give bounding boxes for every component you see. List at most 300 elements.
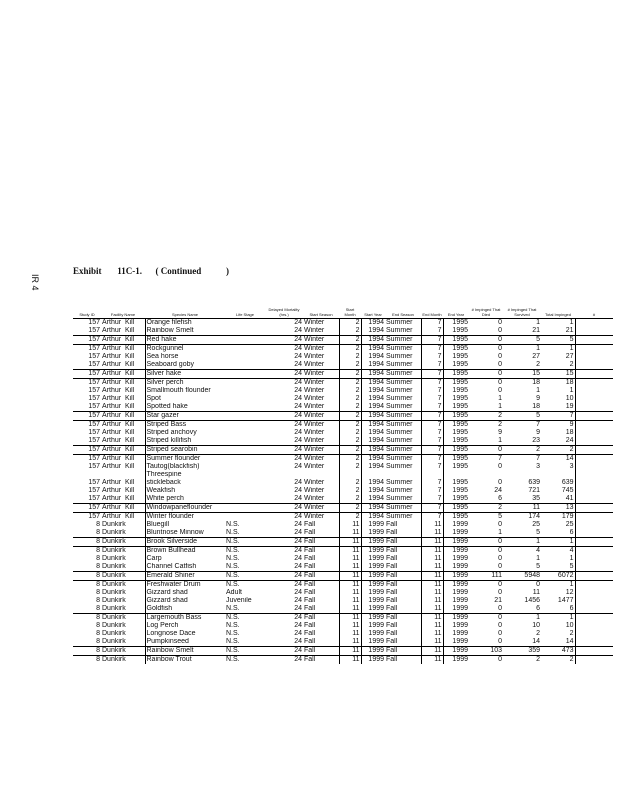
extra-col <box>575 479 613 487</box>
extra-col <box>575 361 613 370</box>
impinged-died: 2 <box>469 504 503 513</box>
end-month: 7 <box>421 429 443 437</box>
extra-col <box>575 463 613 471</box>
end-year: 1995 <box>443 437 469 446</box>
study-id: 157 <box>88 361 100 368</box>
impinged-survived: 1 <box>536 555 540 562</box>
start-month: 2 <box>339 421 361 430</box>
life-stage <box>225 504 265 513</box>
table-row <box>73 319 613 328</box>
delayed-mortality: 24 <box>265 504 303 513</box>
life-stage: N.S. <box>226 630 240 637</box>
start-year: 1994 <box>361 319 385 328</box>
delayed-mortality: 24 <box>265 572 303 581</box>
total-impinged: 1 <box>569 387 574 394</box>
column-header: Total Impinged <box>541 285 575 319</box>
end-season: Summer <box>386 429 413 436</box>
species-name: stickleback <box>145 479 225 487</box>
end-year: 1999 <box>443 605 469 614</box>
extra-col <box>575 403 613 412</box>
start-year: 1999 <box>361 572 385 581</box>
species-name: Longnose Dace <box>145 630 225 638</box>
life-stage <box>225 463 265 471</box>
delayed-mortality: 24 <box>294 529 302 536</box>
impinged-died: 0 <box>469 370 503 379</box>
delayed-mortality: 24 <box>294 463 302 470</box>
extra-col <box>575 370 613 379</box>
extra-col <box>575 455 613 464</box>
start-month: 2 <box>339 437 361 446</box>
impinged-survived: 5 <box>503 412 541 421</box>
life-stage: N.S. <box>226 529 240 536</box>
impinged-died: 0 <box>498 563 502 570</box>
start-year: 1999 <box>361 521 385 529</box>
end-month: 11 <box>421 656 443 665</box>
impinged-survived: 5 <box>503 336 541 345</box>
start-month: 2 <box>339 513 361 522</box>
impinged-survived: 18 <box>532 403 540 410</box>
end-year: 1999 <box>443 656 469 665</box>
impinged-survived: 1456 <box>524 597 540 604</box>
start-season: Winter <box>304 319 325 326</box>
start-month: 11 <box>339 521 361 529</box>
extra-col <box>575 589 613 597</box>
end-month: 7 <box>421 463 443 471</box>
facility-name-part: Kill <box>124 336 135 343</box>
end-year: 1999 <box>443 630 469 638</box>
end-month: 7 <box>421 412 443 421</box>
species-name: Rainbow Trout <box>145 656 225 665</box>
start-season: Winter <box>304 395 325 402</box>
facility-name <box>101 437 145 446</box>
facility-name-part: Arthur <box>102 421 122 428</box>
end-month: 7 <box>421 495 443 504</box>
table-row <box>73 353 613 361</box>
end-year: 1999 <box>443 581 469 590</box>
extra-col <box>575 605 613 614</box>
facility-name-part: Arthur <box>102 403 122 410</box>
extra-col <box>575 521 613 529</box>
end-month: 7 <box>421 403 443 412</box>
facility-name-part: Arthur <box>102 370 122 377</box>
extra-col <box>575 597 613 605</box>
facility-name-part: Kill <box>124 395 135 402</box>
life-stage <box>225 446 265 455</box>
facility-name-part: Kill <box>124 327 135 334</box>
impinged-survived: 1 <box>503 614 541 623</box>
table-row <box>73 563 613 572</box>
delayed-mortality <box>265 471 303 479</box>
start-year: 1999 <box>361 589 385 597</box>
facility-name: Dunkirk <box>102 521 126 528</box>
end-year: 1995 <box>443 361 469 370</box>
end-month: 11 <box>421 589 443 597</box>
total-impinged: 179 <box>541 513 575 522</box>
life-stage <box>225 437 265 446</box>
study-id: 157 <box>73 455 101 464</box>
end-month: 11 <box>421 597 443 605</box>
start-season: Fall <box>303 647 339 656</box>
start-month: 2 <box>339 395 361 403</box>
life-stage <box>225 495 265 504</box>
end-season: Summer <box>386 327 413 334</box>
total-impinged: 18 <box>541 379 575 388</box>
start-month: 11 <box>339 614 361 623</box>
end-year: 1999 <box>443 572 469 581</box>
impinged-died <box>469 471 503 479</box>
extra-col <box>575 319 613 328</box>
species-name: Emerald Shiner <box>145 572 225 581</box>
start-month: 2 <box>339 403 361 412</box>
total-impinged: 25 <box>565 521 574 528</box>
column-header: End Year <box>443 285 469 319</box>
delayed-mortality: 24 <box>294 555 302 562</box>
study-id: 157 <box>73 513 101 522</box>
impinged-survived: 2 <box>503 656 541 665</box>
facility-name <box>101 370 145 379</box>
table-row <box>73 521 613 529</box>
end-month: 7 <box>421 513 443 522</box>
start-season: Winter <box>303 504 339 513</box>
species-name: Summer flounder <box>145 455 225 464</box>
end-year: 1999 <box>443 647 469 656</box>
total-impinged: 1 <box>541 345 575 354</box>
table-row <box>73 361 613 370</box>
facility-name-part: Kill <box>124 446 135 453</box>
impinged-died: 1 <box>498 395 502 402</box>
impinged-survived: 27 <box>532 353 540 360</box>
facility-name-part: Arthur <box>102 395 122 402</box>
table-header-row <box>73 285 613 319</box>
column-header: Delayed Mortality (hrs.) <box>265 285 303 319</box>
end-month: 11 <box>421 572 443 581</box>
facility-name: Dunkirk <box>102 630 126 637</box>
end-season: Summer <box>385 455 421 464</box>
facility-name-part: Kill <box>124 479 135 486</box>
impinged-died: 0 <box>469 581 503 590</box>
life-stage <box>225 345 265 354</box>
table-row <box>73 479 613 487</box>
impinged-died: 111 <box>469 572 503 581</box>
start-season: Fall <box>304 597 316 604</box>
end-season: Summer <box>386 387 413 394</box>
delayed-mortality: 24 <box>294 327 302 334</box>
end-year: 1995 <box>443 387 469 395</box>
facility-name: Dunkirk <box>101 572 145 581</box>
end-month: 11 <box>421 638 443 647</box>
table-row <box>73 395 613 403</box>
table-body <box>73 319 613 665</box>
species-name: Smallmouth flounder <box>145 387 225 395</box>
end-season: Fall <box>386 529 398 536</box>
start-year: 1994 <box>361 395 385 403</box>
total-impinged: 1 <box>541 614 575 623</box>
start-month: 2 <box>339 479 361 487</box>
start-year: 1994 <box>361 513 385 522</box>
facility-name <box>101 471 145 479</box>
species-name: Threespine <box>145 471 225 479</box>
end-year: 1995 <box>443 336 469 345</box>
start-year: 1999 <box>361 638 385 647</box>
start-season: Fall <box>304 529 316 536</box>
species-name: Star gazer <box>145 412 225 421</box>
end-year: 1995 <box>443 421 469 430</box>
delayed-mortality: 24 <box>294 479 302 486</box>
end-year: 1995 <box>443 429 469 437</box>
delayed-mortality: 24 <box>294 495 302 502</box>
column-header: # <box>575 285 613 319</box>
start-year: 1994 <box>361 345 385 354</box>
start-year: 1994 <box>361 370 385 379</box>
study-id: 8 <box>96 622 100 629</box>
delayed-mortality: 24 <box>265 455 303 464</box>
start-month: 11 <box>339 647 361 656</box>
total-impinged: 3 <box>569 463 574 470</box>
start-month: 2 <box>339 412 361 421</box>
end-season: Summer <box>385 446 421 455</box>
study-id: 157 <box>88 463 100 470</box>
end-month: 7 <box>421 345 443 354</box>
life-stage <box>225 421 265 430</box>
end-year: 1999 <box>443 555 469 563</box>
table-row <box>73 446 613 455</box>
study-id: 157 <box>88 395 100 402</box>
start-year: 1999 <box>361 581 385 590</box>
impinged-survived: 1 <box>503 345 541 354</box>
start-month <box>339 471 361 479</box>
impinged-died: 0 <box>498 479 502 486</box>
extra-col <box>575 387 613 395</box>
impinged-survived: 359 <box>503 647 541 656</box>
start-season: Winter <box>304 437 325 444</box>
extra-col <box>575 446 613 455</box>
delayed-mortality: 24 <box>294 387 302 394</box>
table-row <box>73 605 613 614</box>
life-stage <box>225 455 265 464</box>
species-name: Brook Silverside <box>145 538 225 547</box>
delayed-mortality: 24 <box>294 521 302 528</box>
start-season: Winter <box>304 361 325 368</box>
end-year: 1995 <box>443 412 469 421</box>
end-month: 11 <box>421 630 443 638</box>
life-stage <box>225 395 265 403</box>
end-month: 7 <box>421 319 443 328</box>
start-month: 2 <box>339 336 361 345</box>
start-year: 1999 <box>361 656 385 665</box>
impinged-survived: 6 <box>536 605 540 612</box>
end-month: 7 <box>421 421 443 430</box>
impinged-died: 0 <box>469 656 503 665</box>
end-year: 1995 <box>443 345 469 354</box>
total-impinged: 1 <box>569 319 574 326</box>
impinged-died: 0 <box>469 538 503 547</box>
start-season: Fall <box>304 521 316 528</box>
impinged-died: 6 <box>498 495 502 502</box>
end-month: 7 <box>421 327 443 336</box>
end-season: Fall <box>385 547 421 556</box>
impinged-died: 0 <box>498 622 502 629</box>
life-stage <box>225 387 265 395</box>
start-season: Winter <box>303 455 339 464</box>
study-id: 157 <box>88 319 100 326</box>
life-stage <box>225 479 265 487</box>
table-row <box>73 547 613 556</box>
impinged-died: 1 <box>498 529 502 536</box>
end-month: 11 <box>421 555 443 563</box>
delayed-mortality: 24 <box>265 336 303 345</box>
end-season: Summer <box>386 463 413 470</box>
end-month: 7 <box>421 437 443 446</box>
facility-name-part: Kill <box>124 379 135 386</box>
facility-name-part: Arthur <box>102 353 122 360</box>
table-row <box>73 336 613 345</box>
species-name: Channel Catfish <box>145 563 225 572</box>
facility-name-part: Kill <box>124 387 135 394</box>
facility-name: Dunkirk <box>102 622 126 629</box>
life-stage: N.S. <box>226 563 240 570</box>
species-name: White perch <box>145 495 225 504</box>
start-season: Fall <box>303 581 339 590</box>
study-id: 157 <box>73 345 101 354</box>
total-impinged: 4 <box>541 547 575 556</box>
extra-col <box>575 656 613 665</box>
table-row <box>73 495 613 504</box>
end-year: 1995 <box>443 327 469 336</box>
start-year: 1994 <box>361 353 385 361</box>
extra-col <box>575 647 613 656</box>
start-year: 1994 <box>361 387 385 395</box>
impinged-survived: 5 <box>536 563 540 570</box>
end-month: 11 <box>421 529 443 538</box>
table-row <box>73 463 613 471</box>
study-id: 157 <box>73 504 101 513</box>
end-season: Summer <box>386 495 413 502</box>
table-row <box>73 345 613 354</box>
start-year: 1999 <box>361 630 385 638</box>
end-season: Fall <box>385 614 421 623</box>
start-year: 1994 <box>361 487 385 495</box>
species-name: Red hake <box>145 336 225 345</box>
start-season: Fall <box>304 555 316 562</box>
species-name: Striped Bass <box>145 421 225 430</box>
life-stage <box>225 319 265 328</box>
start-year: 1999 <box>361 647 385 656</box>
study-id: 8 <box>96 563 100 570</box>
impinged-died: 0 <box>469 547 503 556</box>
end-season: Summer <box>386 479 413 486</box>
facility-name-part: Kill <box>124 412 135 419</box>
facility-name: Dunkirk <box>101 614 145 623</box>
start-season: Winter <box>304 479 325 486</box>
study-id <box>73 471 101 479</box>
life-stage <box>225 412 265 421</box>
facility-name-part: Arthur <box>102 463 122 470</box>
facility-name <box>101 395 145 403</box>
total-impinged: 12 <box>565 589 574 596</box>
column-header: Start Year <box>361 285 385 319</box>
study-id: 157 <box>88 353 100 360</box>
facility-name: Dunkirk <box>102 605 126 612</box>
start-month: 11 <box>339 555 361 563</box>
end-month <box>421 471 443 479</box>
facility-name: Dunkirk <box>102 563 126 570</box>
end-season: Fall <box>385 572 421 581</box>
facility-name-part: Kill <box>124 463 135 470</box>
start-season: Fall <box>303 547 339 556</box>
extra-col <box>575 504 613 513</box>
end-year: 1999 <box>443 563 469 572</box>
end-year: 1995 <box>443 495 469 504</box>
start-month: 11 <box>339 630 361 638</box>
facility-name <box>101 487 145 495</box>
species-name: Freshwater Drum <box>145 581 225 590</box>
impinged-died: 5 <box>469 513 503 522</box>
total-impinged: 473 <box>541 647 575 656</box>
start-month: 11 <box>339 563 361 572</box>
species-name: Windowpaneflounder <box>145 504 225 513</box>
start-year: 1999 <box>361 597 385 605</box>
end-month: 7 <box>421 353 443 361</box>
study-id: 157 <box>73 379 101 388</box>
end-month: 7 <box>421 487 443 495</box>
species-name: Tautog(blackfish) <box>145 463 225 471</box>
impinged-died: 103 <box>469 647 503 656</box>
delayed-mortality: 24 <box>265 421 303 430</box>
column-header: End Season <box>385 285 421 319</box>
facility-name <box>101 446 145 455</box>
end-year <box>443 471 469 479</box>
facility-name-part: Arthur <box>102 429 122 436</box>
table-row <box>73 538 613 547</box>
start-month: 11 <box>339 589 361 597</box>
life-stage: Adult <box>226 589 242 596</box>
impinged-survived: 11 <box>503 504 541 513</box>
end-month: 7 <box>421 504 443 513</box>
end-month: 11 <box>421 521 443 529</box>
end-year: 1999 <box>443 638 469 647</box>
impinged-died: 9 <box>498 429 502 436</box>
impinged-survived: 7 <box>503 421 541 430</box>
impinged-died: 2 <box>469 412 503 421</box>
start-year: 1994 <box>361 361 385 370</box>
end-season: Summer <box>386 403 413 410</box>
impinged-survived: 2 <box>536 361 540 368</box>
delayed-mortality: 24 <box>294 353 302 360</box>
start-month: 11 <box>339 622 361 630</box>
impinged-survived: 7 <box>503 455 541 464</box>
end-year: 1995 <box>443 403 469 412</box>
end-month: 7 <box>421 336 443 345</box>
species-name: Pumpkinseed <box>145 638 225 647</box>
start-season: Winter <box>304 495 325 502</box>
start-month: 11 <box>339 597 361 605</box>
start-season: Winter <box>303 345 339 354</box>
impinged-died: 0 <box>498 638 502 645</box>
species-name: Striped searobin <box>145 446 225 455</box>
start-month: 2 <box>339 345 361 354</box>
impinged-died: 0 <box>498 353 502 360</box>
life-stage: N.S. <box>225 656 265 665</box>
species-name: Striped killifish <box>145 437 225 446</box>
total-impinged: 27 <box>565 353 574 360</box>
delayed-mortality: 24 <box>294 403 302 410</box>
start-month: 2 <box>339 504 361 513</box>
facility-name <box>101 463 145 471</box>
facility-name: Dunkirk <box>102 597 126 604</box>
facility-name-part: Arthur <box>102 319 122 326</box>
impinged-survived: 10 <box>532 622 540 629</box>
impingement-table <box>73 285 613 664</box>
